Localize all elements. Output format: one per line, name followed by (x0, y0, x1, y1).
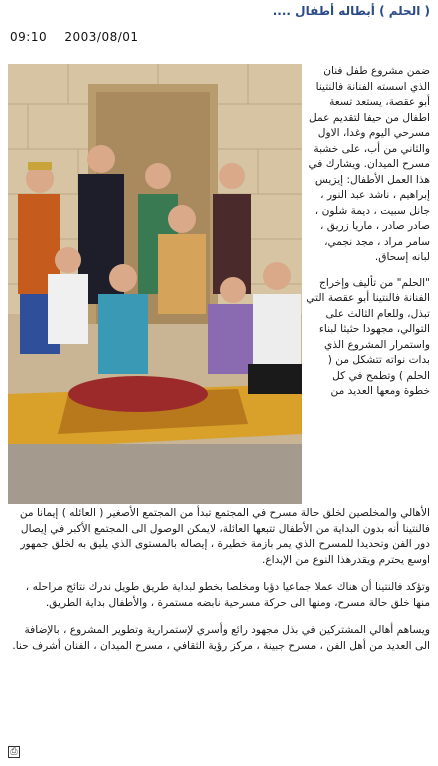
body-paragraph-2: وتؤكد فالنتينا أن هناك عملا جماعيا دؤبا ومخلصا بخطو لبداية طريق طويل ندرك نتائج مراحله ، منها خلق حالة مسرح، ومنها الى حركة مسرحية نابضه مستمرة ، والأطفال بداية الطريق. (25, 581, 430, 609)
side-paragraph-1: ضمن مشروع طفل فنان الذي اسسته الفنانة فالنتينا أبو عقصة، يستعد تسعة اطفال من حيفا لتقديم عمل مسرحي اليوم وغدا، الاول والثاني من أب، على خشبة مسرح الميدان. ويشارك في هذا العمل الأطفال: إيزيس إبراهيم ، ناشد عبد النور ، جانل سبيت ، ديمة شلون ، صادر صادر ، ماريا زريق ، سامر مراد ، مجد نجمي، لبانه إسحاق. (308, 65, 430, 263)
date-text: 2003/08/01 (64, 30, 139, 44)
children-group-photo (8, 64, 302, 504)
article-body (8, 506, 430, 666)
side-paragraph-2: "الحلم" من تأليف وإخراج الفنانة فالنتينا أبو عقصة التي تبذل، وللعام الثالث على التوالي، مجهودا حثيثا لبناء واستمرار المشروع الذي بدات نواته تتشكل من ( الحلم ) وتطمح في كل خطوة ومعها العديد من (306, 276, 430, 397)
date-line (10, 30, 139, 44)
body-paragraph-1: الأهالي والمخلصين لخلق حالة مسرح في المجتمع تبدأ من المجتمع الأصغير ( العائله ) إيمانا من فالنتينا أنه بدون البداية من الأطفال تتبعها العائلة، لايمكن الوصول الى المجتمع الأكبر في إيصال دور الفن وتحديدا للمسرح الذي يمر بازمة خطيرة ، إيصاله بالمستوى الذي يليق به لخلق جمهور اوسع يحترم ويقدرهذا النوع من الإبداع. (19, 507, 430, 566)
time-text: 09:10 (10, 30, 48, 44)
article-title[interactable]: ( الحلم ) أبطاله أطفال .... (272, 4, 430, 18)
print-icon[interactable]: ⎙ (8, 746, 20, 758)
body-paragraph-3: ويساهم أهالي المشتركين في بذل مجهود رائع وأسري لإستمرارية وتطوير المشروع ، بالإضافة الى العديد من أهل الفن ، مسرح جبينة ، مركز رؤية الثقافي ، مسرح الميدان ، الفنان أشرف حنا. (12, 624, 430, 652)
group-photo-illustration (8, 64, 302, 504)
side-column-text (304, 64, 430, 410)
